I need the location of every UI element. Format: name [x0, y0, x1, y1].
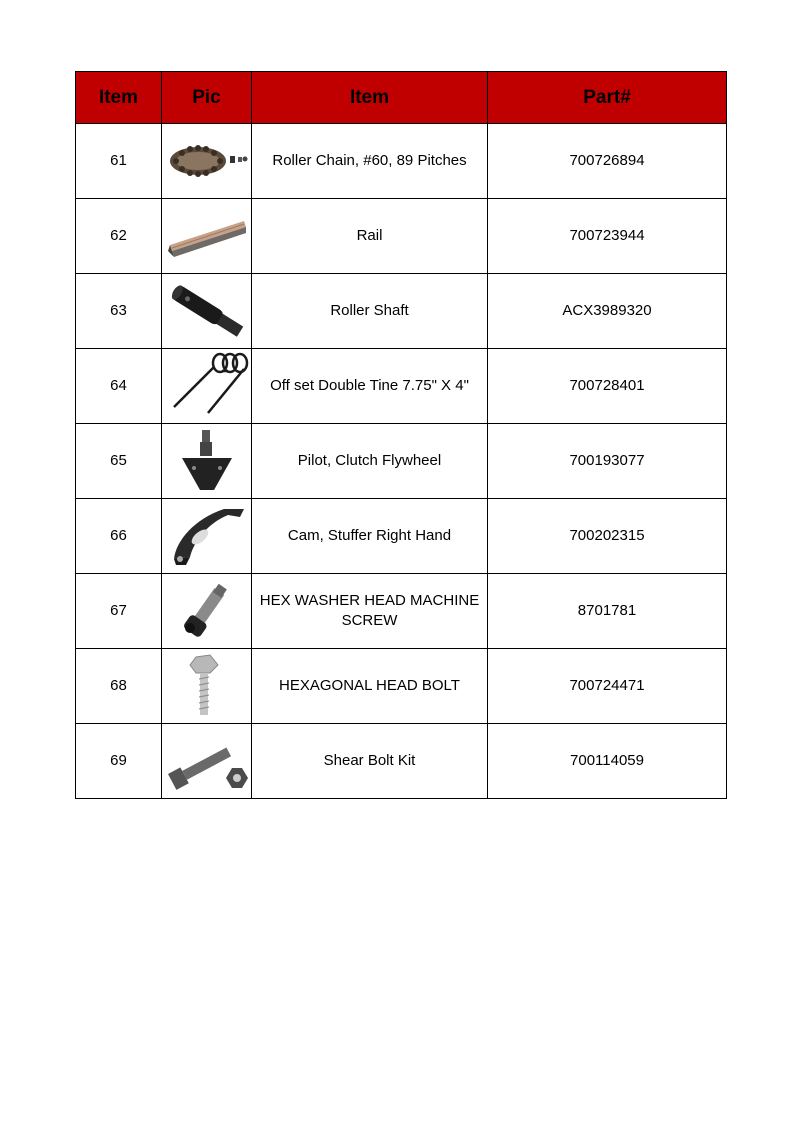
part-number: ACX3989320 [488, 274, 727, 349]
header-part-number: Part# [488, 72, 727, 124]
table-row [76, 199, 727, 274]
table-row [76, 724, 727, 799]
part-description: Roller Shaft [252, 274, 488, 349]
part-picture [162, 649, 252, 724]
item-number: 62 [76, 199, 162, 274]
table-row [76, 499, 727, 574]
item-number: 63 [76, 274, 162, 349]
part-description: Shear Bolt Kit [252, 724, 488, 799]
hex-head-bolt-icon [164, 651, 250, 721]
part-description: HEXAGONAL HEAD BOLT [252, 649, 488, 724]
part-description: HEX WASHER HEAD MACHINE SCREW [252, 574, 488, 649]
part-description: Pilot, Clutch Flywheel [252, 424, 488, 499]
clutch-pilot-icon [164, 426, 250, 496]
item-number: 61 [76, 124, 162, 199]
part-picture [162, 724, 252, 799]
shear-bolt-kit-icon [164, 726, 250, 796]
table-row [76, 274, 727, 349]
part-number: 700726894 [488, 124, 727, 199]
rail-icon [164, 201, 250, 271]
part-number: 700193077 [488, 424, 727, 499]
part-number: 700202315 [488, 499, 727, 574]
table-row [76, 574, 727, 649]
part-number: 8701781 [488, 574, 727, 649]
part-picture [162, 349, 252, 424]
header-description: Item [252, 72, 488, 124]
roller-chain-icon [164, 126, 250, 196]
item-number: 66 [76, 499, 162, 574]
part-picture [162, 274, 252, 349]
table-row [76, 424, 727, 499]
part-description: Cam, Stuffer Right Hand [252, 499, 488, 574]
item-number: 65 [76, 424, 162, 499]
part-description: Off set Double Tine 7.75" X 4" [252, 349, 488, 424]
part-picture [162, 199, 252, 274]
machine-screw-icon [164, 576, 250, 646]
item-number: 68 [76, 649, 162, 724]
stuffer-cam-icon [164, 501, 250, 571]
header-item: Item [76, 72, 162, 124]
table-row [76, 124, 727, 199]
parts-table [75, 71, 727, 799]
part-number: 700728401 [488, 349, 727, 424]
roller-shaft-icon [164, 276, 250, 346]
header-pic: Pic [162, 72, 252, 124]
part-picture [162, 574, 252, 649]
item-number: 69 [76, 724, 162, 799]
part-description: Rail [252, 199, 488, 274]
table-row [76, 349, 727, 424]
part-number: 700723944 [488, 199, 727, 274]
table-row [76, 649, 727, 724]
part-number: 700114059 [488, 724, 727, 799]
part-picture [162, 499, 252, 574]
part-picture [162, 124, 252, 199]
part-picture [162, 424, 252, 499]
item-number: 67 [76, 574, 162, 649]
part-description: Roller Chain, #60, 89 Pitches [252, 124, 488, 199]
double-tine-icon [164, 351, 250, 421]
table-header-row [76, 72, 727, 124]
item-number: 64 [76, 349, 162, 424]
part-number: 700724471 [488, 649, 727, 724]
